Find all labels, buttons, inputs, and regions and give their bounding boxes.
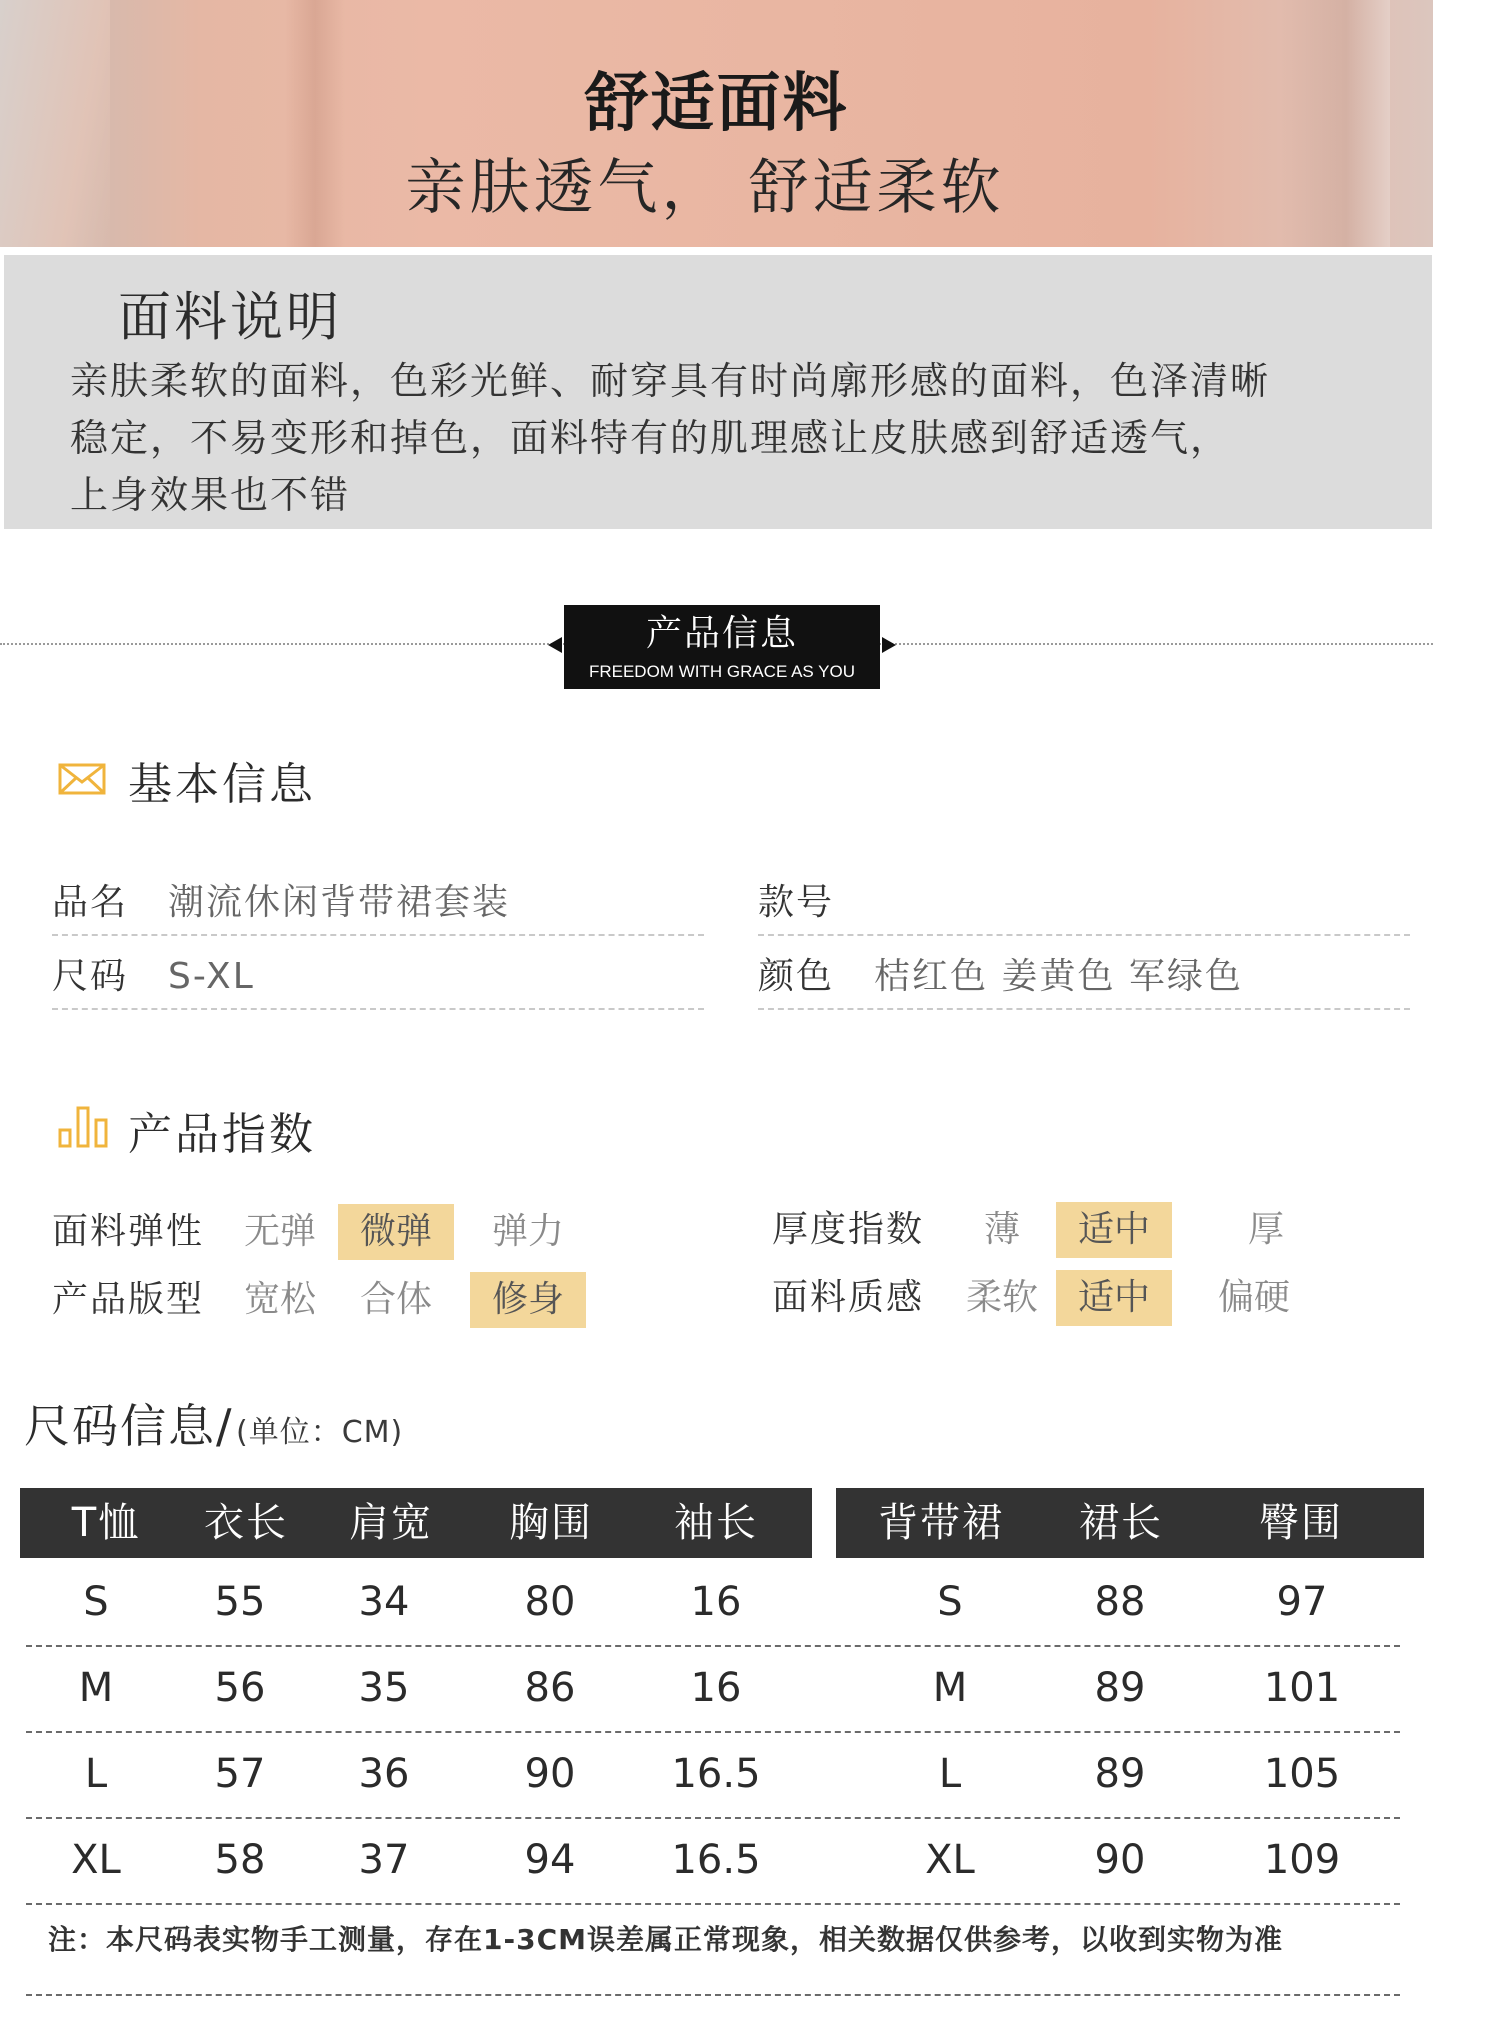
hero-fabric-photo [0,0,1433,247]
size-table-row [26,1559,1400,1647]
size-table-row [26,1817,1400,1905]
tshirt-size-cell: 55 [214,1579,266,1625]
fabric-title: 面料说明 [118,287,342,348]
tshirt-header-cell: 袖长 [674,1500,758,1546]
banner-right-arrow-icon [882,637,896,653]
skirt-size-cell: 88 [1094,1579,1146,1625]
product-index-heading: 产品指数 [128,1109,316,1160]
tshirt-size-cell: 16.5 [671,1751,761,1797]
thickness-label: 厚度指数 [772,1209,925,1250]
thickness-option: 薄 [983,1209,1020,1250]
tshirt-size-cell: 36 [358,1751,410,1797]
skirt-header-cell: 裙长 [1079,1500,1163,1546]
elasticity-option: 弹力 [491,1211,564,1252]
skirt-table-header [836,1488,1424,1558]
color-row [758,946,1410,1010]
tshirt-size-cell: 56 [214,1665,266,1711]
tshirt-header-cell: T恤 [71,1500,141,1546]
note-divider-line [26,1994,1400,1996]
product-name-value: 潮流休闲背带裙套装 [168,882,511,923]
banner-subtitle: FREEDOM WITH GRACE AS YOU [588,662,856,681]
texture-option: 适中 [1056,1270,1172,1326]
tshirt-size-cell: 37 [358,1837,410,1883]
skirt-header-cell: 臀围 [1259,1500,1343,1546]
envelope-icon [58,763,106,795]
size-range-row [52,946,704,1010]
fit-label: 产品版型 [52,1279,205,1320]
size-table-row [26,1645,1400,1733]
elasticity-label: 面料弹性 [52,1211,205,1252]
skirt-size-cell: 90 [1094,1837,1146,1883]
tshirt-size-cell: XL [71,1837,121,1883]
skirt-size-cell: 105 [1263,1751,1341,1797]
bar-chart-icon [58,1104,110,1148]
skirt-header-cell: 背带裙 [878,1500,1004,1546]
skirt-size-cell: 89 [1094,1665,1146,1711]
style-number-label: 款号 [758,882,835,923]
elasticity-option: 微弹 [338,1204,454,1260]
fabric-line: 亲肤柔软的面料，色彩光鲜、耐穿具有时尚廓形感的面料，色泽清晰 [70,359,1271,403]
size-range-label: 尺码 [52,956,129,997]
size-note: 注：本尺码表实物手工测量，存在1-3CM误差属正常现象，相关数据仅供参考，以收到实物为准 [48,1923,1284,1956]
thickness-option: 厚 [1247,1209,1284,1250]
banner-left-arrow-icon [548,637,562,653]
tshirt-header-cell: 肩宽 [349,1500,433,1546]
texture-option: 柔软 [965,1277,1038,1318]
size-table-row [26,1731,1400,1819]
tshirt-size-cell: S [83,1579,109,1625]
texture-option: 偏硬 [1217,1277,1290,1318]
product-name-label: 品名 [52,882,129,923]
tshirt-size-cell: 58 [214,1837,266,1883]
tshirt-size-cell: 90 [524,1751,576,1797]
fabric-line: 上身效果也不错 [70,473,351,517]
tshirt-size-cell: 34 [358,1579,410,1625]
tshirt-size-cell: 35 [358,1665,410,1711]
product-info-banner [564,605,880,689]
tshirt-size-cell: L [84,1751,108,1797]
tshirt-size-cell: 94 [524,1837,576,1883]
fabric-line: 稳定，不易变形和掉色，面料特有的肌理感让皮肤感到舒适透气， [70,416,1231,460]
tshirt-size-cell: 86 [524,1665,576,1711]
skirt-size-cell: M [932,1665,968,1711]
skirt-size-cell: 101 [1263,1665,1341,1711]
elasticity-option: 无弹 [243,1211,316,1252]
fit-option: 宽松 [243,1279,316,1320]
skirt-size-cell: S [937,1579,963,1625]
banner-title: 产品信息 [645,613,798,654]
tshirt-size-cell: 16 [690,1579,742,1625]
skirt-size-cell: XL [925,1837,975,1883]
hero-subtitle: 亲肤透气， 舒适柔软 [405,153,1005,223]
fabric-description-text [70,353,1400,524]
hero-title: 舒适面料 [584,67,849,141]
tshirt-table-header [20,1488,812,1558]
fabric-description-box [4,255,1432,529]
tshirt-header-cell: 胸围 [509,1500,593,1546]
product-name-row [52,872,704,936]
fit-option: 修身 [470,1272,586,1328]
skirt-size-cell: 97 [1276,1579,1328,1625]
tshirt-size-cell: 16.5 [671,1837,761,1883]
fit-option: 合体 [359,1279,432,1320]
skirt-size-cell: L [938,1751,962,1797]
skirt-size-cell: 109 [1263,1837,1341,1883]
tshirt-size-cell: 80 [524,1579,576,1625]
style-number-row [758,872,1410,936]
size-info-title: 尺码信息/ [24,1399,234,1453]
thickness-option: 适中 [1056,1202,1172,1258]
color-value: 桔红色 姜黄色 军绿色 [874,956,1243,997]
size-info-unit: (单位：CM) [236,1415,404,1450]
tshirt-size-cell: M [78,1665,114,1711]
skirt-size-cell: 89 [1094,1751,1146,1797]
tshirt-size-cell: 16 [690,1665,742,1711]
tshirt-size-cell: 57 [214,1751,266,1797]
basic-info-heading: 基本信息 [128,759,316,810]
tshirt-header-cell: 衣长 [204,1500,288,1546]
color-label: 颜色 [758,956,835,997]
texture-label: 面料质感 [772,1277,925,1318]
size-range-value: S-XL [168,956,255,997]
